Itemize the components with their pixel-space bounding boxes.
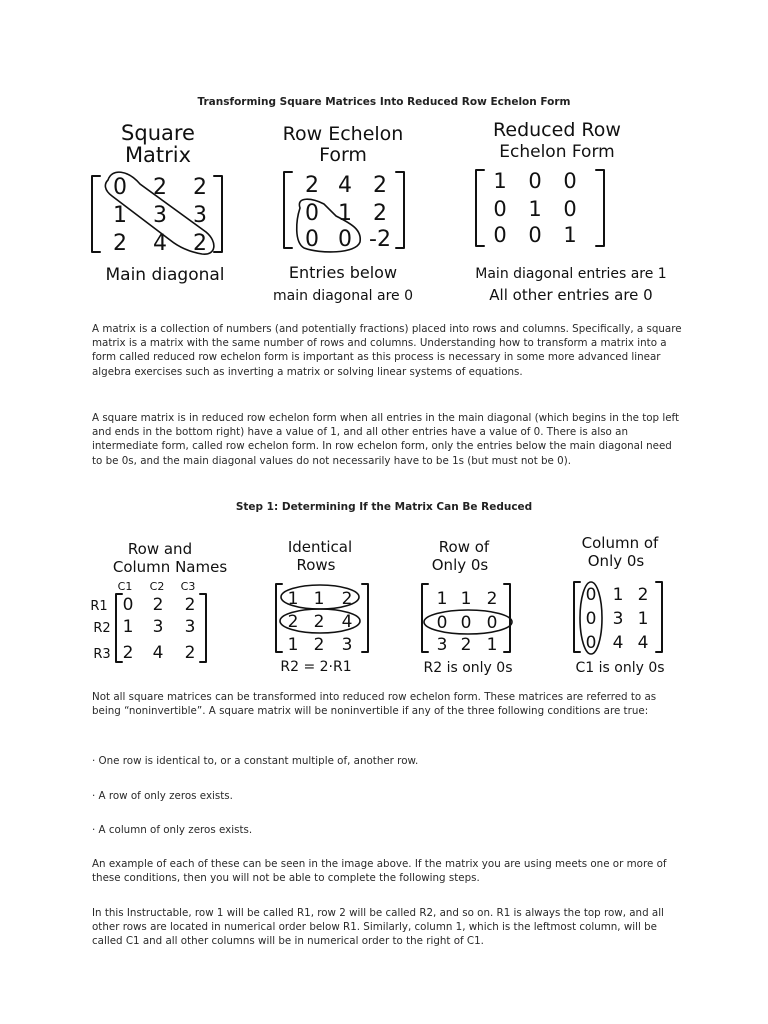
zrow-r1c2: 1 bbox=[460, 589, 472, 609]
sq-r2c3: 3 bbox=[193, 203, 207, 228]
ref-r3c1: 0 bbox=[305, 227, 319, 252]
names-r3c3: 2 bbox=[184, 643, 196, 663]
rref-right-bracket bbox=[596, 170, 604, 246]
ident-caption: R2 = 2·R1 bbox=[280, 659, 352, 675]
ref-matrix-entries bbox=[305, 173, 391, 252]
row-label-r1: R1 bbox=[90, 599, 108, 614]
rref-r1c2: 0 bbox=[528, 169, 542, 193]
sq-r2c1: 1 bbox=[113, 203, 127, 228]
sq-r3c3: 2 bbox=[193, 231, 207, 256]
ref-caption-2: main diagonal are 0 bbox=[272, 288, 414, 304]
bullet-zero-row: · A row of only zeros exists. bbox=[92, 790, 233, 802]
square-title-2: Matrix bbox=[124, 143, 192, 167]
ref-r3c2: 0 bbox=[338, 227, 352, 252]
rref-r1c3: 0 bbox=[563, 169, 577, 193]
example-paragraph: An example of each of these can be seen in the image above. If the matrix you are using meets one or more of these conditions, then you will not be able to complete the following steps. bbox=[92, 858, 667, 885]
ident-title-1: Identical bbox=[287, 538, 353, 556]
zrow-r3c3: 1 bbox=[486, 635, 498, 655]
rref-left-bracket bbox=[476, 170, 484, 246]
zcol-title-2: Only 0s bbox=[587, 552, 645, 570]
zcol-caption: C1 is only 0s bbox=[575, 660, 665, 676]
intro-paragraph: A matrix is a collection of numbers (and potentially fractions) placed into rows and columns. Specifically, a square matrix is a matrix with the same number of rows and columns. Understanding how to transform a matrix into a form called reduced row echelon form is important as this process is necessary in some more advanced linear algebra exercises such as inverting a matrix or solving linear systems of equations. bbox=[92, 323, 682, 378]
sq-r1c2: 2 bbox=[153, 175, 167, 200]
zrow-r3c2: 2 bbox=[460, 635, 472, 655]
bullet-identical-row: · One row is identical to, or a constant multiple of, another row. bbox=[92, 755, 419, 767]
rref-r2c3: 0 bbox=[563, 197, 577, 221]
ident-r1c3: 2 bbox=[341, 589, 353, 609]
sq-r2c2: 3 bbox=[153, 203, 167, 228]
square-caption: Main diagonal bbox=[105, 265, 225, 285]
zrow-r2c3: 0 bbox=[486, 613, 498, 633]
sq-r1c1: 0 bbox=[113, 175, 127, 200]
zrow-caption: R2 is only 0s bbox=[423, 660, 513, 676]
rref-r2c2: 1 bbox=[528, 197, 542, 221]
ref-r2c3: 2 bbox=[373, 201, 387, 226]
sq-r3c2: 4 bbox=[153, 231, 167, 256]
ref-r1c1: 2 bbox=[305, 173, 319, 198]
zrow-r3c1: 3 bbox=[436, 635, 448, 655]
ref-r2c2: 1 bbox=[338, 201, 352, 226]
zrow-r1c1: 1 bbox=[436, 589, 448, 609]
noninvertible-paragraph: Not all square matrices can be transformed into reduced row echelon form. These matrices are referred to as being “noninvertible”. A square matrix will be noninvertible if any of the three following conditions are true: bbox=[92, 691, 657, 718]
ref-r1c3: 2 bbox=[373, 173, 387, 198]
names-r2c1: 1 bbox=[122, 617, 134, 637]
ident-r1c1: 1 bbox=[287, 589, 299, 609]
rref-caption-2: All other entries are 0 bbox=[489, 286, 653, 304]
zrow-r1c3: 2 bbox=[486, 589, 498, 609]
ident-r3c1: 1 bbox=[287, 635, 299, 655]
col-label-c2: C2 bbox=[149, 580, 165, 593]
zcol-r1c1: 0 bbox=[585, 585, 597, 605]
ref-caption-1: Entries below bbox=[288, 263, 398, 282]
names-left-bracket bbox=[116, 594, 122, 662]
ref-right-bracket bbox=[396, 172, 404, 248]
sq-r3c1: 2 bbox=[113, 231, 127, 256]
ref-r1c2: 4 bbox=[338, 173, 352, 198]
square-title-1: Square bbox=[121, 121, 195, 145]
definition-paragraph: A square matrix is in reduced row echelon form when all entries in the main diagonal (which begins in the top left and ends in the bottom right) have a value of 1, and all other entries have a value of 0. There is also an intermediate form, called row echelon form. In row echelon form, only the entries below the main diagonal need to be 0s, and the main diagonal values do not necessarily have to be 1s (but must not be 0). bbox=[92, 412, 680, 467]
step1-heading: Step 1: Determining If the Matrix Can Be Reduced bbox=[235, 501, 533, 513]
zcol-r2c1: 0 bbox=[585, 609, 597, 629]
rref-matrix-entries bbox=[493, 169, 576, 247]
zcol-r2c2: 3 bbox=[612, 609, 624, 629]
names-r1c2: 2 bbox=[152, 595, 164, 615]
figure-matrix-forms bbox=[0, 112, 768, 312]
ident-right-bracket bbox=[362, 584, 368, 652]
ref-left-bracket bbox=[284, 172, 292, 248]
zcol-r1c3: 2 bbox=[637, 585, 649, 605]
names-r2c3: 3 bbox=[184, 617, 196, 637]
zcol-r3c3: 4 bbox=[637, 633, 649, 653]
zrow-r2c1: 0 bbox=[436, 613, 448, 633]
zcol-r3c2: 4 bbox=[612, 633, 624, 653]
names-r3c1: 2 bbox=[122, 643, 134, 663]
rref-title-1: Reduced Row bbox=[493, 119, 621, 141]
bullet-zero-column: · A column of only zeros exists. bbox=[92, 824, 253, 836]
rref-r3c3: 1 bbox=[563, 223, 577, 247]
names-r1c3: 2 bbox=[184, 595, 196, 615]
sq-r1c3: 2 bbox=[193, 175, 207, 200]
names-title-2: Column Names bbox=[112, 558, 228, 576]
row-label-r2: R2 bbox=[93, 621, 111, 636]
rref-r3c2: 0 bbox=[528, 223, 542, 247]
ident-r3c3: 3 bbox=[341, 635, 353, 655]
square-right-bracket bbox=[214, 176, 222, 252]
zcol-title-1: Column of bbox=[581, 534, 659, 552]
ident-title-2: Rows bbox=[296, 556, 336, 574]
ident-r1c2: 1 bbox=[313, 589, 325, 609]
names-right-bracket bbox=[200, 594, 206, 662]
rref-caption-1: Main diagonal entries are 1 bbox=[475, 266, 667, 282]
zcol-r1c2: 1 bbox=[612, 585, 624, 605]
ident-r2c2: 2 bbox=[313, 612, 325, 632]
page-title: Transforming Square Matrices Into Reduced Row Echelon Form bbox=[197, 96, 571, 108]
ident-r2c3: 4 bbox=[341, 612, 353, 632]
zcol-left-bracket bbox=[574, 582, 580, 652]
names-r3c2: 4 bbox=[152, 643, 164, 663]
ref-r3c3: -2 bbox=[369, 227, 391, 252]
ident-r2c1: 2 bbox=[287, 612, 299, 632]
ident-r3c2: 2 bbox=[313, 635, 325, 655]
row-label-r3: R3 bbox=[93, 647, 111, 662]
ref-title-2: Form bbox=[319, 144, 367, 166]
zcol-right-bracket bbox=[656, 582, 662, 652]
zcol-r3c1: 0 bbox=[585, 633, 597, 653]
col-label-c1: C1 bbox=[117, 580, 133, 593]
names-title-1: Row and bbox=[127, 540, 193, 558]
rref-title-2: Echelon Form bbox=[499, 142, 615, 162]
square-matrix-entries bbox=[113, 175, 207, 256]
names-r1c1: 0 bbox=[122, 595, 134, 615]
ref-title-1: Row Echelon bbox=[282, 123, 404, 145]
names-r2c2: 3 bbox=[152, 617, 164, 637]
naming-paragraph: In this Instructable, row 1 will be called R1, row 2 will be called R2, and so on. R1 is always the top row, and all other rows are located in numerical order below R1. Similarly, column 1, which is the leftmost column, will be called C1 and all other columns will be in numerical order to the right of C1. bbox=[92, 907, 664, 948]
rref-r2c1: 0 bbox=[493, 197, 507, 221]
rref-r3c1: 0 bbox=[493, 223, 507, 247]
col-label-c3: C3 bbox=[180, 580, 196, 593]
zrow-title-2: Only 0s bbox=[431, 556, 489, 574]
zcol-r2c3: 1 bbox=[637, 609, 649, 629]
rref-r1c1: 1 bbox=[493, 169, 507, 193]
square-left-bracket bbox=[92, 176, 100, 252]
zrow-title-1: Row of bbox=[438, 538, 490, 556]
figure-noninvertible-examples bbox=[0, 528, 768, 680]
ref-r2c1: 0 bbox=[305, 201, 319, 226]
zrow-r2c2: 0 bbox=[460, 613, 472, 633]
